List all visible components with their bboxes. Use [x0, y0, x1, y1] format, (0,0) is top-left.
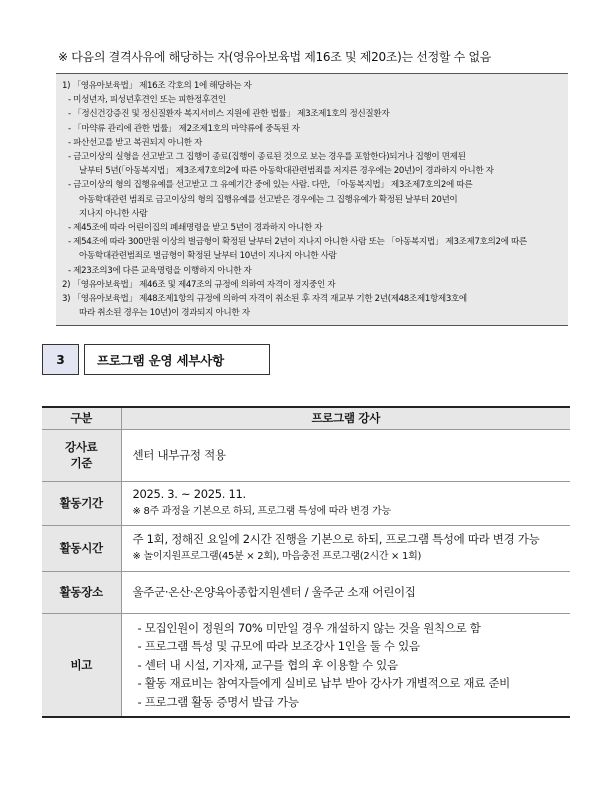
- reason-line: 아동학대관련범죄로 벌금형이 확정된 날부터 10년이 지나지 아니한 사람: [79, 251, 337, 262]
- header-category: 구분: [42, 407, 121, 429]
- remark-item: - 활동 재료비는 참여자들에게 실비로 납부 받아 강사가 개별적으로 재료 준비: [137, 676, 510, 690]
- remark-item: - 모집인원이 정원의 70% 미만일 경우 개설하지 않는 것을 원칙으로 함: [137, 620, 481, 635]
- reason-line: - 금고이상의 형의 집행유예를 선고받고 그 유예기간 중에 있는 사람. 다만, 「아동복지법」 제3조제7호의2에 따른: [68, 180, 473, 191]
- period-note: ※ 8주 과정을 기본으로 하되, 프로그램 특성에 따라 변경 가능: [132, 506, 391, 517]
- remark-item: - 프로그램 특성 및 규모에 따라 보조강사 1인을 둘 수 있음: [137, 639, 420, 653]
- reason-line: 아동학대관련 범죄로 금고이상의 형의 집행유예를 선고받은 경우에는 그 집행유예가 확정된 날부터 20년이: [79, 194, 458, 205]
- fee-label-line: 기준: [70, 456, 93, 470]
- header-instructor: 프로그램 강사: [121, 407, 570, 429]
- table-header-row: [42, 407, 570, 429]
- time-value: 주 1회, 정해진 요일에 2시간 진행을 기본으로 하되, 프로그램 특성에 따라 변경 가능: [132, 532, 540, 546]
- table-row: [42, 571, 570, 613]
- reason-line: 지나지 아니한 사람: [79, 208, 148, 219]
- time-cell: [121, 525, 570, 571]
- fee-label: [42, 429, 121, 481]
- section-number: 3: [42, 344, 79, 375]
- fee-label-line: 강사료: [65, 440, 98, 454]
- place-value: 울주군·온산·온양육아종합지원센터 / 울주군 소재 어린이집: [121, 571, 570, 613]
- program-details-table: [42, 406, 570, 718]
- reason-line: - 금고이상의 실형을 선고받고 그 집행이 종료(집행이 종료된 것으로 보는 경우를 포함한다)되거나 집행이 면제된: [68, 152, 466, 163]
- reason-line: 1) 「영유아보육법」 제16조 각호의 1에 해당하는 자: [62, 81, 252, 91]
- reason-line: 날부터 5년(「아동복지법」 제3조제7호의2에 따른 아동학대관련범죄를 저지른 경우에는 20년)이 경과하지 아니한 자: [79, 166, 494, 177]
- time-note: ※ 놀이지원프로그램(45분 × 2회), 마음충전 프로그램(2시간 × 1회): [132, 551, 422, 562]
- remarks-cell: [121, 613, 570, 717]
- reason-line: - 「정신건강증진 및 정신질환자 복지서비스 지원에 관한 법률」 제3조제1호의 정신질환자: [68, 109, 390, 120]
- disqualification-notice: ※ 다음의 결격사유에 해당하는 자(영유아보육법 제16조 및 제20조)는 선정할 수 없음: [58, 50, 492, 64]
- table-row: [42, 429, 570, 481]
- reason-line: - 제45조에 따라 어린이집의 폐쇄명령을 받고 5년이 경과하지 아니한 자: [68, 223, 323, 234]
- reason-line: 3) 「영유아보육법」 제48조제1항의 규정에 의하여 자격이 취소된 후 자격 재교부 기한 2년(제48조제1항제3호에: [62, 294, 467, 305]
- fee-value: 센터 내부규정 적용: [121, 429, 570, 481]
- section-title: 프로그램 운영 세부사항: [84, 344, 270, 375]
- remark-item: - 프로그램 활동 증명서 발급 가능: [137, 694, 299, 709]
- reason-line: - 제23조의3에 다른 교육명령을 이행하지 아니한 자: [68, 265, 252, 276]
- place-label: 활동장소: [42, 571, 121, 613]
- period-cell: [121, 481, 570, 525]
- reason-line: - 「마약류 관리에 관한 법률」 제2조제1호의 마약류에 중독된 자: [68, 123, 300, 134]
- reason-line: 2) 「영유아보육법」 제46조 및 제47조의 규정에 의하여 자격이 정지중인 자: [62, 279, 336, 290]
- remark-item: - 센터 내 시설, 기자재, 교구를 협의 후 이용할 수 있음: [137, 657, 398, 672]
- remarks-label: 비고: [42, 613, 121, 717]
- table-row: [42, 481, 570, 525]
- period-label: 활동기간: [42, 481, 121, 525]
- reason-line: - 미성년자, 피성년후견인 또는 피한정후견인: [68, 95, 226, 106]
- table-row: [42, 525, 570, 571]
- reason-line: 따라 취소된 경우는 10년)이 경과되지 아니한 자: [79, 308, 250, 319]
- table-row: [42, 613, 570, 717]
- reason-line: - 제54조에 따라 300만원 이상의 벌금형이 확정된 날부터 2년이 지나지 아니한 사람 또는 「아동복지법」 제3조제7호의2에 따른: [68, 237, 527, 248]
- period-value: 2025. 3. ~ 2025. 11.: [132, 487, 246, 501]
- disqualification-reasons-box: [56, 73, 568, 326]
- reason-line: - 파산선고를 받고 복권되지 아니한 자: [68, 137, 202, 148]
- time-label: 활동시간: [42, 525, 121, 571]
